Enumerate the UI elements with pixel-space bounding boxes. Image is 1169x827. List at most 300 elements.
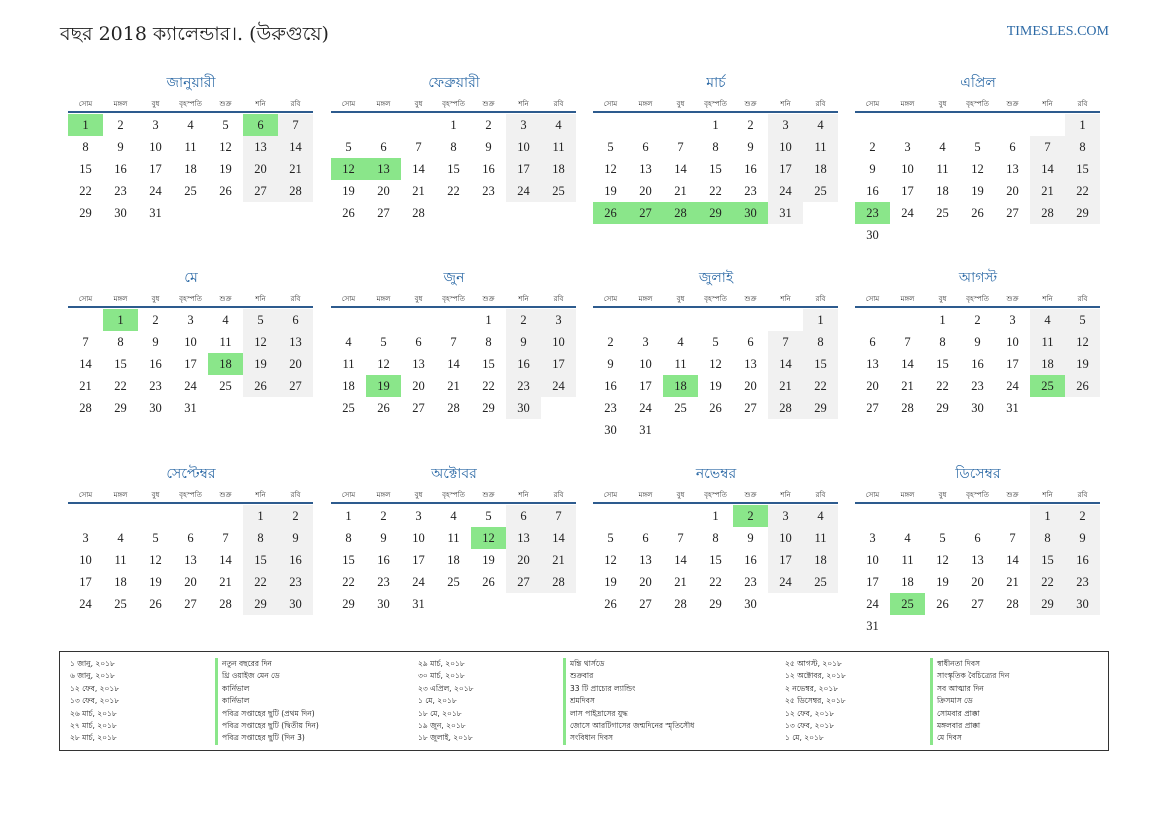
- day-cell[interactable]: 29: [709, 597, 722, 611]
- holiday-day-cell[interactable]: 30: [733, 202, 768, 224]
- day-cell[interactable]: 16: [866, 184, 879, 198]
- day-cell[interactable]: 16: [377, 553, 390, 567]
- day-cell[interactable]: 14: [412, 162, 425, 176]
- day-cell[interactable]: 13: [866, 357, 879, 371]
- day-cell[interactable]: 5: [939, 531, 946, 545]
- day-cell[interactable]: 22: [79, 184, 92, 198]
- day-cell[interactable]: 4: [187, 118, 194, 132]
- day-cell[interactable]: 10: [184, 335, 197, 349]
- day-cell[interactable]: 24: [866, 597, 879, 611]
- day-cell[interactable]: 10: [412, 531, 425, 545]
- day-cell[interactable]: 14: [768, 353, 803, 375]
- day-cell[interactable]: 18: [901, 575, 914, 589]
- day-cell[interactable]: 7: [541, 505, 576, 527]
- day-cell[interactable]: 17: [768, 549, 803, 571]
- day-cell[interactable]: 15: [447, 162, 460, 176]
- day-cell[interactable]: 29: [803, 397, 838, 419]
- day-cell[interactable]: 14: [278, 136, 313, 158]
- day-cell[interactable]: 16: [604, 379, 617, 393]
- day-cell[interactable]: 9: [869, 162, 876, 176]
- day-cell[interactable]: 17: [184, 357, 197, 371]
- day-cell[interactable]: 3: [1009, 313, 1016, 327]
- day-cell[interactable]: 12: [1065, 331, 1100, 353]
- day-cell[interactable]: 4: [904, 531, 911, 545]
- day-cell[interactable]: 14: [541, 527, 576, 549]
- day-cell[interactable]: 14: [447, 357, 460, 371]
- day-cell[interactable]: 13: [506, 527, 541, 549]
- day-cell[interactable]: 2: [607, 335, 614, 349]
- holiday-day-cell[interactable]: 13: [366, 158, 401, 180]
- day-cell[interactable]: 31: [1006, 401, 1019, 415]
- day-cell[interactable]: 9: [747, 140, 754, 154]
- day-cell[interactable]: 18: [803, 549, 838, 571]
- day-cell[interactable]: 8: [712, 140, 719, 154]
- day-cell[interactable]: 1: [1030, 505, 1065, 527]
- day-cell[interactable]: 5: [380, 335, 387, 349]
- day-cell[interactable]: 3: [506, 114, 541, 136]
- day-cell[interactable]: 11: [219, 335, 232, 349]
- day-cell[interactable]: 10: [768, 527, 803, 549]
- day-cell[interactable]: 23: [506, 375, 541, 397]
- day-cell[interactable]: 24: [412, 575, 425, 589]
- day-cell[interactable]: 16: [278, 549, 313, 571]
- day-cell[interactable]: 27: [639, 597, 652, 611]
- day-cell[interactable]: 13: [744, 357, 757, 371]
- day-cell[interactable]: 17: [412, 553, 425, 567]
- day-cell[interactable]: 10: [866, 553, 879, 567]
- day-cell[interactable]: 28: [768, 397, 803, 419]
- day-cell[interactable]: 19: [342, 184, 355, 198]
- day-cell[interactable]: 23: [278, 571, 313, 593]
- day-cell[interactable]: 18: [541, 158, 576, 180]
- day-cell[interactable]: 2: [1065, 505, 1100, 527]
- day-cell[interactable]: 1: [712, 509, 719, 523]
- day-cell[interactable]: 3: [642, 335, 649, 349]
- day-cell[interactable]: 19: [219, 162, 232, 176]
- day-cell[interactable]: 9: [278, 527, 313, 549]
- day-cell[interactable]: 17: [901, 184, 914, 198]
- day-cell[interactable]: 20: [243, 158, 278, 180]
- day-cell[interactable]: 12: [971, 162, 984, 176]
- day-cell[interactable]: 2: [278, 505, 313, 527]
- day-cell[interactable]: 5: [485, 509, 492, 523]
- day-cell[interactable]: 28: [674, 597, 687, 611]
- day-cell[interactable]: 15: [342, 553, 355, 567]
- day-cell[interactable]: 14: [1030, 158, 1065, 180]
- day-cell[interactable]: 24: [1006, 379, 1019, 393]
- day-cell[interactable]: 11: [541, 136, 576, 158]
- day-cell[interactable]: 22: [482, 379, 495, 393]
- day-cell[interactable]: 28: [1030, 202, 1065, 224]
- day-cell[interactable]: 3: [768, 114, 803, 136]
- day-cell[interactable]: 15: [114, 357, 127, 371]
- day-cell[interactable]: 16: [971, 357, 984, 371]
- day-cell[interactable]: 31: [149, 206, 162, 220]
- day-cell[interactable]: 7: [677, 140, 684, 154]
- day-cell[interactable]: 15: [243, 549, 278, 571]
- day-cell[interactable]: 13: [971, 553, 984, 567]
- day-cell[interactable]: 23: [1065, 571, 1100, 593]
- day-cell[interactable]: 25: [541, 180, 576, 202]
- day-cell[interactable]: 1: [485, 313, 492, 327]
- day-cell[interactable]: 26: [936, 597, 949, 611]
- day-cell[interactable]: 4: [222, 313, 229, 327]
- day-cell[interactable]: 6: [506, 505, 541, 527]
- day-cell[interactable]: 19: [936, 575, 949, 589]
- day-cell[interactable]: 27: [1006, 206, 1019, 220]
- day-cell[interactable]: 20: [278, 353, 313, 375]
- day-cell[interactable]: 13: [1006, 162, 1019, 176]
- day-cell[interactable]: 31: [184, 401, 197, 415]
- day-cell[interactable]: 25: [114, 597, 127, 611]
- day-cell[interactable]: 15: [1065, 158, 1100, 180]
- day-cell[interactable]: 22: [709, 184, 722, 198]
- day-cell[interactable]: 26: [342, 206, 355, 220]
- day-cell[interactable]: 11: [114, 553, 127, 567]
- day-cell[interactable]: 30: [506, 397, 541, 419]
- day-cell[interactable]: 31: [768, 202, 803, 224]
- day-cell[interactable]: 18: [184, 162, 197, 176]
- day-cell[interactable]: 18: [342, 379, 355, 393]
- day-cell[interactable]: 11: [342, 357, 355, 371]
- day-cell[interactable]: 21: [1006, 575, 1019, 589]
- day-cell[interactable]: 19: [709, 379, 722, 393]
- day-cell[interactable]: 4: [450, 509, 457, 523]
- day-cell[interactable]: 16: [744, 162, 757, 176]
- day-cell[interactable]: 20: [639, 575, 652, 589]
- day-cell[interactable]: 7: [278, 114, 313, 136]
- day-cell[interactable]: 14: [1006, 553, 1019, 567]
- day-cell[interactable]: 21: [1030, 180, 1065, 202]
- day-cell[interactable]: 9: [485, 140, 492, 154]
- day-cell[interactable]: 20: [377, 184, 390, 198]
- day-cell[interactable]: 23: [971, 379, 984, 393]
- day-cell[interactable]: 24: [184, 379, 197, 393]
- day-cell[interactable]: 15: [1030, 549, 1065, 571]
- day-cell[interactable]: 27: [184, 597, 197, 611]
- day-cell[interactable]: 22: [114, 379, 127, 393]
- day-cell[interactable]: 10: [149, 140, 162, 154]
- day-cell[interactable]: 24: [506, 180, 541, 202]
- day-cell[interactable]: 17: [639, 379, 652, 393]
- day-cell[interactable]: 15: [482, 357, 495, 371]
- day-cell[interactable]: 21: [768, 375, 803, 397]
- day-cell[interactable]: 12: [604, 553, 617, 567]
- holiday-day-cell[interactable]: 18: [208, 353, 243, 375]
- day-cell[interactable]: 8: [485, 335, 492, 349]
- day-cell[interactable]: 3: [768, 505, 803, 527]
- day-cell[interactable]: 21: [412, 184, 425, 198]
- day-cell[interactable]: 29: [1065, 202, 1100, 224]
- day-cell[interactable]: 11: [184, 140, 197, 154]
- day-cell[interactable]: 18: [803, 158, 838, 180]
- day-cell[interactable]: 6: [380, 140, 387, 154]
- day-cell[interactable]: 6: [278, 309, 313, 331]
- day-cell[interactable]: 3: [152, 118, 159, 132]
- day-cell[interactable]: 30: [114, 206, 127, 220]
- day-cell[interactable]: 2: [974, 313, 981, 327]
- day-cell[interactable]: 24: [639, 401, 652, 415]
- holiday-day-cell[interactable]: 18: [663, 375, 698, 397]
- day-cell[interactable]: 28: [447, 401, 460, 415]
- day-cell[interactable]: 10: [541, 331, 576, 353]
- day-cell[interactable]: 2: [152, 313, 159, 327]
- day-cell[interactable]: 26: [709, 401, 722, 415]
- day-cell[interactable]: 3: [904, 140, 911, 154]
- day-cell[interactable]: 2: [869, 140, 876, 154]
- day-cell[interactable]: 26: [971, 206, 984, 220]
- day-cell[interactable]: 17: [866, 575, 879, 589]
- day-cell[interactable]: 2: [380, 509, 387, 523]
- holiday-day-cell[interactable]: 26: [593, 202, 628, 224]
- holiday-day-cell[interactable]: 6: [243, 114, 278, 136]
- day-cell[interactable]: 9: [506, 331, 541, 353]
- day-cell[interactable]: 7: [82, 335, 89, 349]
- day-cell[interactable]: 3: [82, 531, 89, 545]
- day-cell[interactable]: 4: [541, 114, 576, 136]
- day-cell[interactable]: 9: [747, 531, 754, 545]
- day-cell[interactable]: 28: [219, 597, 232, 611]
- day-cell[interactable]: 23: [114, 184, 127, 198]
- day-cell[interactable]: 25: [447, 575, 460, 589]
- day-cell[interactable]: 12: [709, 357, 722, 371]
- day-cell[interactable]: 26: [1065, 375, 1100, 397]
- day-cell[interactable]: 22: [1065, 180, 1100, 202]
- day-cell[interactable]: 11: [803, 527, 838, 549]
- day-cell[interactable]: 21: [79, 379, 92, 393]
- day-cell[interactable]: 27: [412, 401, 425, 415]
- day-cell[interactable]: 23: [744, 575, 757, 589]
- day-cell[interactable]: 31: [639, 423, 652, 437]
- day-cell[interactable]: 1: [450, 118, 457, 132]
- day-cell[interactable]: 13: [278, 331, 313, 353]
- day-cell[interactable]: 16: [114, 162, 127, 176]
- day-cell[interactable]: 9: [380, 531, 387, 545]
- day-cell[interactable]: 16: [506, 353, 541, 375]
- day-cell[interactable]: 3: [187, 313, 194, 327]
- day-cell[interactable]: 11: [447, 531, 460, 545]
- day-cell[interactable]: 22: [1030, 571, 1065, 593]
- day-cell[interactable]: 2: [506, 309, 541, 331]
- day-cell[interactable]: 11: [803, 136, 838, 158]
- day-cell[interactable]: 22: [243, 571, 278, 593]
- day-cell[interactable]: 22: [803, 375, 838, 397]
- day-cell[interactable]: 7: [450, 335, 457, 349]
- day-cell[interactable]: 25: [219, 379, 232, 393]
- day-cell[interactable]: 7: [768, 331, 803, 353]
- day-cell[interactable]: 5: [1065, 309, 1100, 331]
- day-cell[interactable]: 9: [1065, 527, 1100, 549]
- site-link[interactable]: TIMESLES.COM: [1006, 24, 1109, 39]
- day-cell[interactable]: 4: [803, 114, 838, 136]
- day-cell[interactable]: 20: [184, 575, 197, 589]
- day-cell[interactable]: 15: [79, 162, 92, 176]
- day-cell[interactable]: 24: [149, 184, 162, 198]
- day-cell[interactable]: 5: [345, 140, 352, 154]
- day-cell[interactable]: 22: [709, 575, 722, 589]
- day-cell[interactable]: 21: [278, 158, 313, 180]
- day-cell[interactable]: 1: [712, 118, 719, 132]
- day-cell[interactable]: 13: [184, 553, 197, 567]
- day-cell[interactable]: 12: [936, 553, 949, 567]
- day-cell[interactable]: 9: [117, 140, 124, 154]
- day-cell[interactable]: 10: [768, 136, 803, 158]
- day-cell[interactable]: 13: [243, 136, 278, 158]
- day-cell[interactable]: 11: [674, 357, 687, 371]
- day-cell[interactable]: 6: [1009, 140, 1016, 154]
- day-cell[interactable]: 23: [482, 184, 495, 198]
- day-cell[interactable]: 22: [447, 184, 460, 198]
- day-cell[interactable]: 25: [803, 180, 838, 202]
- day-cell[interactable]: 4: [677, 335, 684, 349]
- day-cell[interactable]: 7: [677, 531, 684, 545]
- day-cell[interactable]: 14: [79, 357, 92, 371]
- day-cell[interactable]: 3: [415, 509, 422, 523]
- day-cell[interactable]: 30: [377, 597, 390, 611]
- day-cell[interactable]: 2: [117, 118, 124, 132]
- day-cell[interactable]: 25: [184, 184, 197, 198]
- day-cell[interactable]: 10: [1006, 335, 1019, 349]
- day-cell[interactable]: 7: [1009, 531, 1016, 545]
- day-cell[interactable]: 9: [607, 357, 614, 371]
- day-cell[interactable]: 2: [747, 118, 754, 132]
- day-cell[interactable]: 21: [447, 379, 460, 393]
- day-cell[interactable]: 19: [482, 553, 495, 567]
- day-cell[interactable]: 14: [674, 162, 687, 176]
- day-cell[interactable]: 5: [712, 335, 719, 349]
- holiday-day-cell[interactable]: 27: [628, 202, 663, 224]
- day-cell[interactable]: 14: [901, 357, 914, 371]
- day-cell[interactable]: 24: [901, 206, 914, 220]
- day-cell[interactable]: 20: [744, 379, 757, 393]
- day-cell[interactable]: 1: [243, 505, 278, 527]
- day-cell[interactable]: 27: [971, 597, 984, 611]
- day-cell[interactable]: 18: [936, 184, 949, 198]
- day-cell[interactable]: 8: [803, 331, 838, 353]
- day-cell[interactable]: 30: [866, 228, 879, 242]
- day-cell[interactable]: 8: [1065, 136, 1100, 158]
- day-cell[interactable]: 11: [936, 162, 949, 176]
- day-cell[interactable]: 12: [604, 162, 617, 176]
- day-cell[interactable]: 28: [541, 571, 576, 593]
- day-cell[interactable]: 28: [79, 401, 92, 415]
- day-cell[interactable]: 26: [482, 575, 495, 589]
- day-cell[interactable]: 5: [222, 118, 229, 132]
- day-cell[interactable]: 7: [222, 531, 229, 545]
- day-cell[interactable]: 23: [149, 379, 162, 393]
- day-cell[interactable]: 22: [342, 575, 355, 589]
- day-cell[interactable]: 7: [1030, 136, 1065, 158]
- day-cell[interactable]: 27: [744, 401, 757, 415]
- day-cell[interactable]: 15: [936, 357, 949, 371]
- day-cell[interactable]: 26: [149, 597, 162, 611]
- day-cell[interactable]: 17: [1006, 357, 1019, 371]
- day-cell[interactable]: 6: [869, 335, 876, 349]
- day-cell[interactable]: 6: [642, 531, 649, 545]
- day-cell[interactable]: 23: [604, 401, 617, 415]
- holiday-day-cell[interactable]: 25: [1030, 375, 1065, 397]
- day-cell[interactable]: 30: [1065, 593, 1100, 615]
- day-cell[interactable]: 13: [639, 553, 652, 567]
- day-cell[interactable]: 30: [971, 401, 984, 415]
- day-cell[interactable]: 21: [219, 575, 232, 589]
- day-cell[interactable]: 10: [639, 357, 652, 371]
- holiday-day-cell[interactable]: 23: [855, 202, 890, 224]
- day-cell[interactable]: 15: [803, 353, 838, 375]
- day-cell[interactable]: 8: [82, 140, 89, 154]
- day-cell[interactable]: 12: [149, 553, 162, 567]
- day-cell[interactable]: 6: [747, 335, 754, 349]
- day-cell[interactable]: 5: [243, 309, 278, 331]
- day-cell[interactable]: 30: [149, 401, 162, 415]
- day-cell[interactable]: 10: [901, 162, 914, 176]
- day-cell[interactable]: 5: [607, 140, 614, 154]
- day-cell[interactable]: 30: [744, 597, 757, 611]
- day-cell[interactable]: 24: [768, 571, 803, 593]
- day-cell[interactable]: 10: [506, 136, 541, 158]
- holiday-day-cell[interactable]: 19: [366, 375, 401, 397]
- day-cell[interactable]: 21: [674, 184, 687, 198]
- day-cell[interactable]: 11: [901, 553, 914, 567]
- day-cell[interactable]: 18: [1030, 353, 1065, 375]
- day-cell[interactable]: 29: [482, 401, 495, 415]
- day-cell[interactable]: 27: [866, 401, 879, 415]
- day-cell[interactable]: 16: [482, 162, 495, 176]
- day-cell[interactable]: 8: [450, 140, 457, 154]
- day-cell[interactable]: 29: [342, 597, 355, 611]
- day-cell[interactable]: 30: [278, 593, 313, 615]
- day-cell[interactable]: 25: [803, 571, 838, 593]
- day-cell[interactable]: 19: [149, 575, 162, 589]
- day-cell[interactable]: 19: [243, 353, 278, 375]
- day-cell[interactable]: 5: [974, 140, 981, 154]
- day-cell[interactable]: 4: [803, 505, 838, 527]
- day-cell[interactable]: 28: [278, 180, 313, 202]
- day-cell[interactable]: 28: [901, 401, 914, 415]
- day-cell[interactable]: 29: [1030, 593, 1065, 615]
- day-cell[interactable]: 24: [541, 375, 576, 397]
- day-cell[interactable]: 29: [243, 593, 278, 615]
- holiday-day-cell[interactable]: 28: [663, 202, 698, 224]
- day-cell[interactable]: 20: [639, 184, 652, 198]
- day-cell[interactable]: 23: [744, 184, 757, 198]
- day-cell[interactable]: 4: [939, 140, 946, 154]
- day-cell[interactable]: 26: [377, 401, 390, 415]
- day-cell[interactable]: 24: [768, 180, 803, 202]
- day-cell[interactable]: 13: [639, 162, 652, 176]
- day-cell[interactable]: 8: [939, 335, 946, 349]
- holiday-day-cell[interactable]: 2: [733, 505, 768, 527]
- day-cell[interactable]: 6: [415, 335, 422, 349]
- day-cell[interactable]: 8: [1030, 527, 1065, 549]
- day-cell[interactable]: 6: [642, 140, 649, 154]
- day-cell[interactable]: 3: [541, 309, 576, 331]
- day-cell[interactable]: 20: [1006, 184, 1019, 198]
- day-cell[interactable]: 27: [278, 375, 313, 397]
- day-cell[interactable]: 8: [712, 531, 719, 545]
- day-cell[interactable]: 17: [768, 158, 803, 180]
- day-cell[interactable]: 9: [974, 335, 981, 349]
- day-cell[interactable]: 8: [345, 531, 352, 545]
- day-cell[interactable]: 21: [674, 575, 687, 589]
- holiday-day-cell[interactable]: 1: [68, 114, 103, 136]
- day-cell[interactable]: 27: [506, 571, 541, 593]
- day-cell[interactable]: 22: [936, 379, 949, 393]
- day-cell[interactable]: 19: [604, 184, 617, 198]
- day-cell[interactable]: 26: [604, 597, 617, 611]
- day-cell[interactable]: 17: [79, 575, 92, 589]
- day-cell[interactable]: 15: [709, 162, 722, 176]
